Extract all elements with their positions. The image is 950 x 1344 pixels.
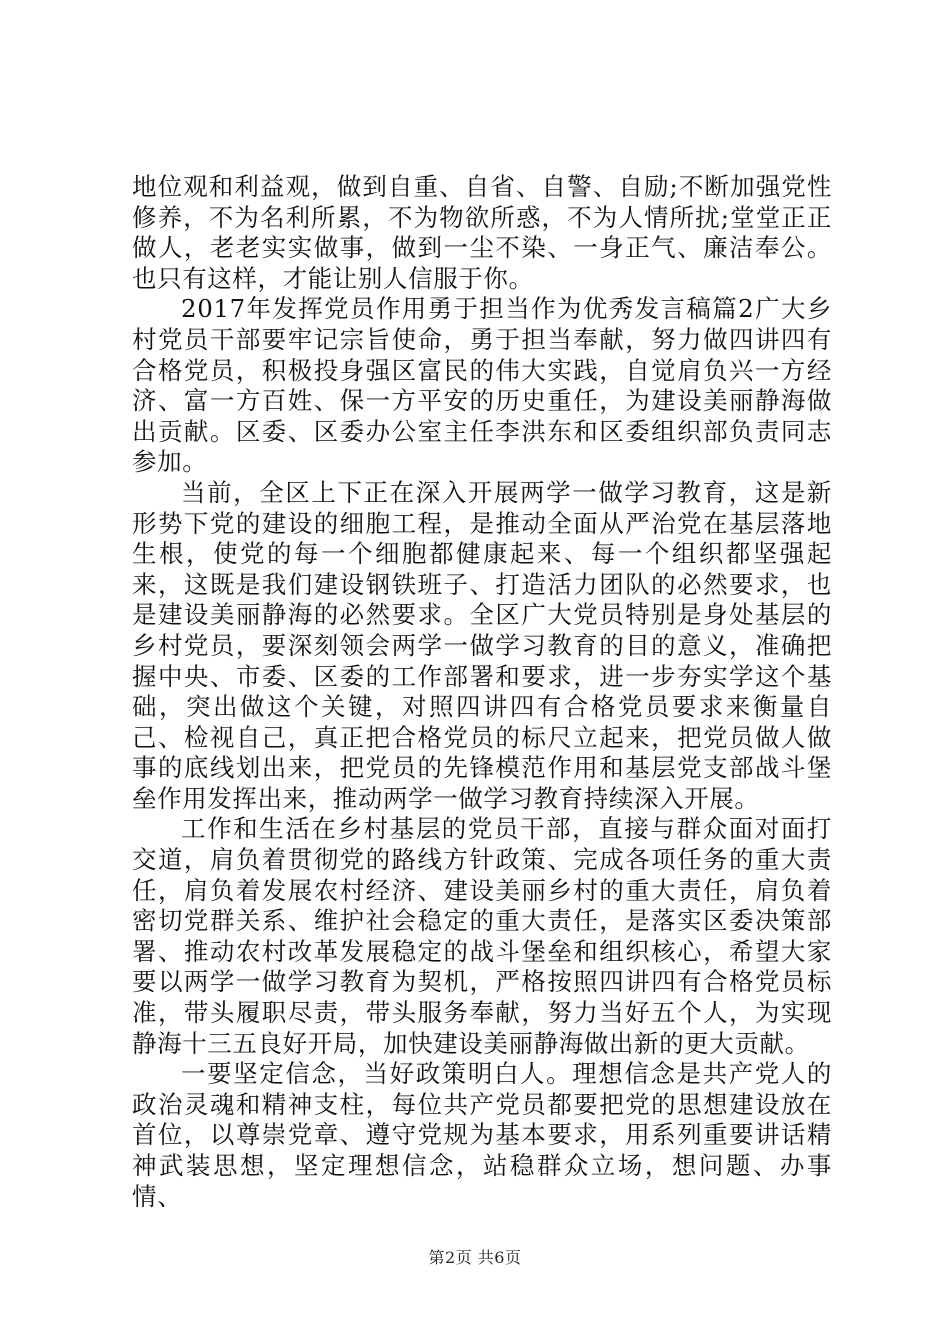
document-body: [132, 172, 832, 1212]
paragraph-continuation: 地位观和利益观，做到自重、自省、自警、自励;不断加强党性修养，不为名利所累，不为物欲所惑，不为人情所扰;堂堂正正做人，老老实实做事，做到一尘不染、一身正气、廉洁奉公。也只有这样，才能让别人信服于你。: [132, 172, 832, 293]
page-footer: [0, 1245, 950, 1268]
paragraph: 当前，全区上下正在深入开展两学一做学习教育，这是新形势下党的建设的细胞工程，是推动全面从严治党在基层落地生根，使党的每一个细胞都健康起来、每一个组织都坚强起来，这既是我们建设钢铁班子、打造活力团队的必然要求，也是建设美丽静海的必然要求。全区广大党员特别是身处基层的乡村党员，要深刻领会两学一做学习教育的目的意义，准确把握中央、市委、区委的工作部署和要求，进一步夯实学这个基础，突出做这个关键，对照四讲四有合格党员要求来衡量自己、检视自己，真正把合格党员的标尺立起来，把党员做人做事的底线划出来，把党员的先锋模范作用和基层党支部战斗堡垒作用发挥出来，推动两学一做学习教育持续深入开展。: [132, 477, 832, 813]
paragraph: 一要坚定信念，当好政策明白人。理想信念是共产党人的政治灵魂和精神支柱，每位共产党员都要把党的思想建设放在首位，以尊崇党章、遵守党规为基本要求，用系列重要讲话精神武装思想，坚定理想信念，站稳群众立场，想问题、办事情、: [132, 1059, 832, 1211]
paragraph: 工作和生活在乡村基层的党员干部，直接与群众面对面打交道，肩负着贯彻党的路线方针政策、完成各项任务的重大责任，肩负着发展农村经济、建设美丽乡村的重大责任，肩负着密切党群关系、维护社会稳定的重大责任，是落实区委决策部署、推动农村改革发展稳定的战斗堡垒和组织核心，希望大家要以两学一做学习教育为契机，严格按照四讲四有合格党员标准，带头履职尽责，带头服务奉献，努力当好五个人，为实现静海十三五良好开局，加快建设美丽静海做出新的更大贡献。: [132, 814, 832, 1058]
paragraph: 2017年发挥党员作用勇于担当作为优秀发言稿篇2广大乡村党员干部要牢记宗旨使命，勇于担当奉献，努力做四讲四有合格党员，积极投身强区富民的伟大实践，自觉肩负兴一方经济、富一方百姓、保一方平安的历史重任，为建设美丽静海做出贡献。区委、区委办公室主任李洪东和区委组织部负责同志参加。: [132, 294, 832, 477]
page-number: 第2页 共6页: [428, 1248, 522, 1267]
